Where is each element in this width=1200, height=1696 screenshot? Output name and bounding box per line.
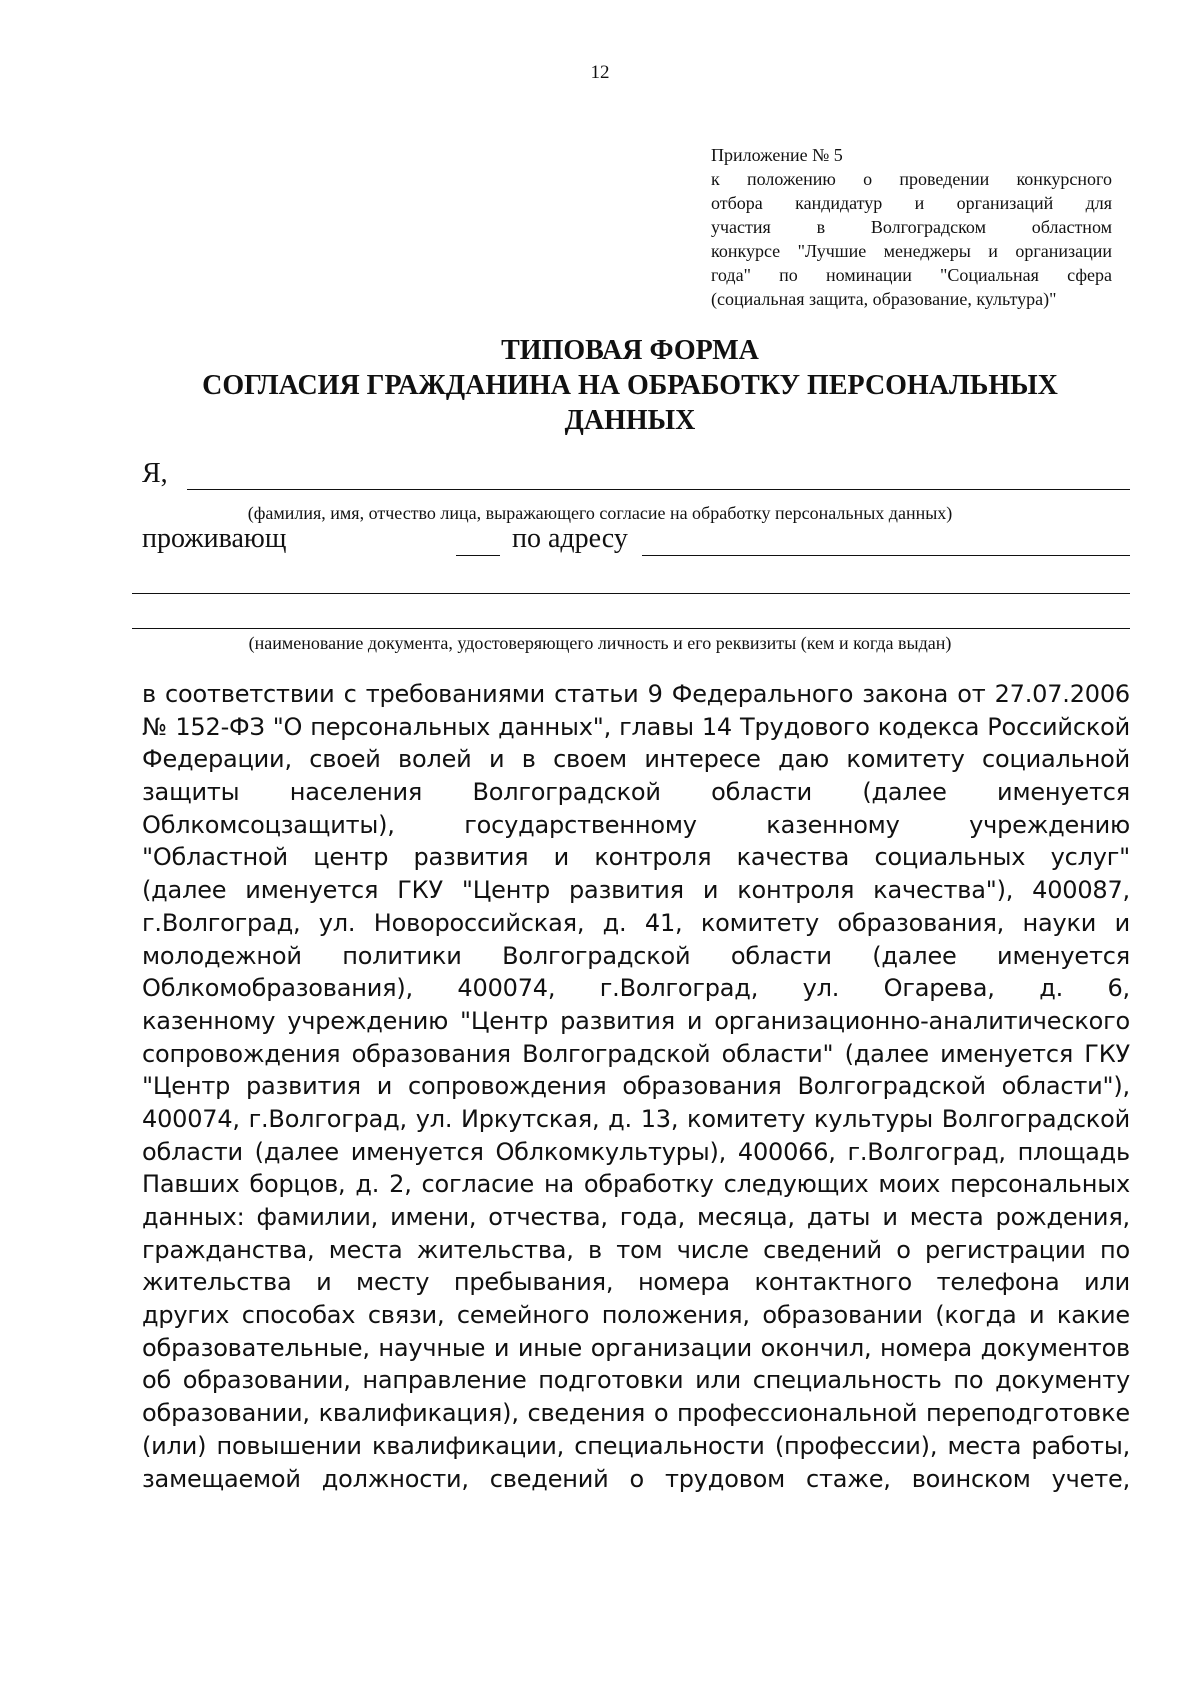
body-line: сопровождения образования Волгоградской области" (далее именуется ГКУ	[142, 1039, 1130, 1068]
body-line: (или) повышении квалификации, специальности (профессии), места работы,	[142, 1431, 1130, 1460]
body-line: Павших борцов, д. 2, согласие на обработку следующих моих персональных	[142, 1170, 1130, 1199]
body-line: об образовании, направление подготовки или специальность по документу	[142, 1366, 1130, 1395]
body-line: области (далее именуется Облкомкультуры), 400066, г.Волгоград, площадь	[142, 1137, 1130, 1166]
address-label: по адресу	[512, 523, 628, 554]
body-line: 400074, г.Волгоград, ул. Иркутская, д. 13, комитету культуры Волгоградской	[142, 1104, 1130, 1133]
body-line: в соответствии с требованиями статьи 9 Федерального закона от 27.07.2006	[142, 680, 1130, 708]
document-hint: (наименование документа, удостоверяющего личность и его реквизиты (кем и когда выдан)	[248, 633, 952, 653]
body-line: "Областной центр развития и контроля качества социальных услуг"	[142, 843, 1130, 872]
title-line-2: СОГЛАСИЯ ГРАЖДАНИНА НА ОБРАБОТКУ ПЕРСОНАЛЬНЫХ	[202, 370, 1058, 401]
body-line: образовании, квалификация), сведения о профессиональной переподготовке	[142, 1399, 1130, 1428]
body-line: (далее именуется ГКУ "Центр развития и контроля качества"), 400087,	[142, 876, 1130, 905]
title-line-3: ДАННЫХ	[564, 405, 696, 436]
address-blank-line[interactable]	[642, 555, 1130, 556]
appendix-line: (социальная защита, образование, культура)"	[711, 289, 1057, 309]
body-line: других способах связи, семейного положения, образовании (когда и какие	[142, 1301, 1130, 1330]
body-line: Облкомобразования), 400074, г.Волгоград, ул. Огарева, д. 6,	[142, 974, 1130, 1003]
body-line: образовательные, научные и иные организации окончил, номера документов	[142, 1333, 1130, 1362]
appendix-line: к положению о проведении конкурсного	[711, 169, 1112, 189]
address-field-row	[142, 523, 1130, 567]
body-line: Федерации, своей волей и в своем интересе даю комитету социальной	[142, 745, 1130, 774]
document-title	[180, 333, 1080, 438]
ya-label: Я,	[142, 458, 168, 489]
appendix-reference	[711, 143, 1112, 311]
body-line: данных: фамилии, имени, отчества, года, месяца, даты и места рождения,	[142, 1203, 1130, 1231]
appendix-line: отбора кандидатур и организаций для	[711, 193, 1112, 213]
body-line: жительства и месту пребывания, номера контактного телефона или	[142, 1268, 1130, 1297]
body-line: г.Волгоград, ул. Новороссийская, д. 41, комитету образования, науки и	[142, 908, 1130, 937]
body-line: защиты населения Волгоградской области (далее именуется	[142, 778, 1130, 807]
body-line: казенному учреждению "Центр развития и организационно-аналитического	[142, 1006, 1130, 1035]
name-blank-line[interactable]	[187, 489, 1130, 490]
address-continuation-line[interactable]	[132, 593, 1130, 594]
consent-body-text	[142, 678, 1130, 1495]
name-field-row	[142, 458, 1130, 498]
body-line: замещаемой должности, сведений о трудовом стаже, воинском учете,	[142, 1464, 1130, 1493]
title-line-1: ТИПОВАЯ ФОРМА	[501, 335, 759, 366]
appendix-line: года" по номинации "Социальная сфера	[711, 265, 1112, 285]
body-line: молодежной политики Волгоградской области (далее именуется	[142, 941, 1130, 970]
body-line: № 152-ФЗ "О персональных данных", главы 14 Трудового кодекса Российской	[142, 712, 1130, 741]
body-line: гражданства, места жительства, в том числе сведений о регистрации по	[142, 1235, 1130, 1264]
name-hint: (фамилия, имя, отчество лица, выражающего согласие на обработку персональных данных)	[247, 503, 953, 523]
appendix-line: участия в Волгоградском областном	[711, 217, 1112, 237]
ending-blank-line[interactable]	[456, 555, 500, 556]
document-blank-line[interactable]	[132, 628, 1130, 629]
appendix-line: Приложение № 5	[711, 145, 843, 165]
page-number: 12	[590, 62, 610, 83]
appendix-line: конкурсе "Лучшие менеджеры и организации	[711, 241, 1112, 261]
living-label: проживающ	[142, 523, 287, 554]
body-line: Облкомсоцзащиты), государственному казенному учреждению	[142, 810, 1130, 839]
body-line: "Центр развития и сопровождения образования Волгоградской области"),	[142, 1072, 1130, 1101]
